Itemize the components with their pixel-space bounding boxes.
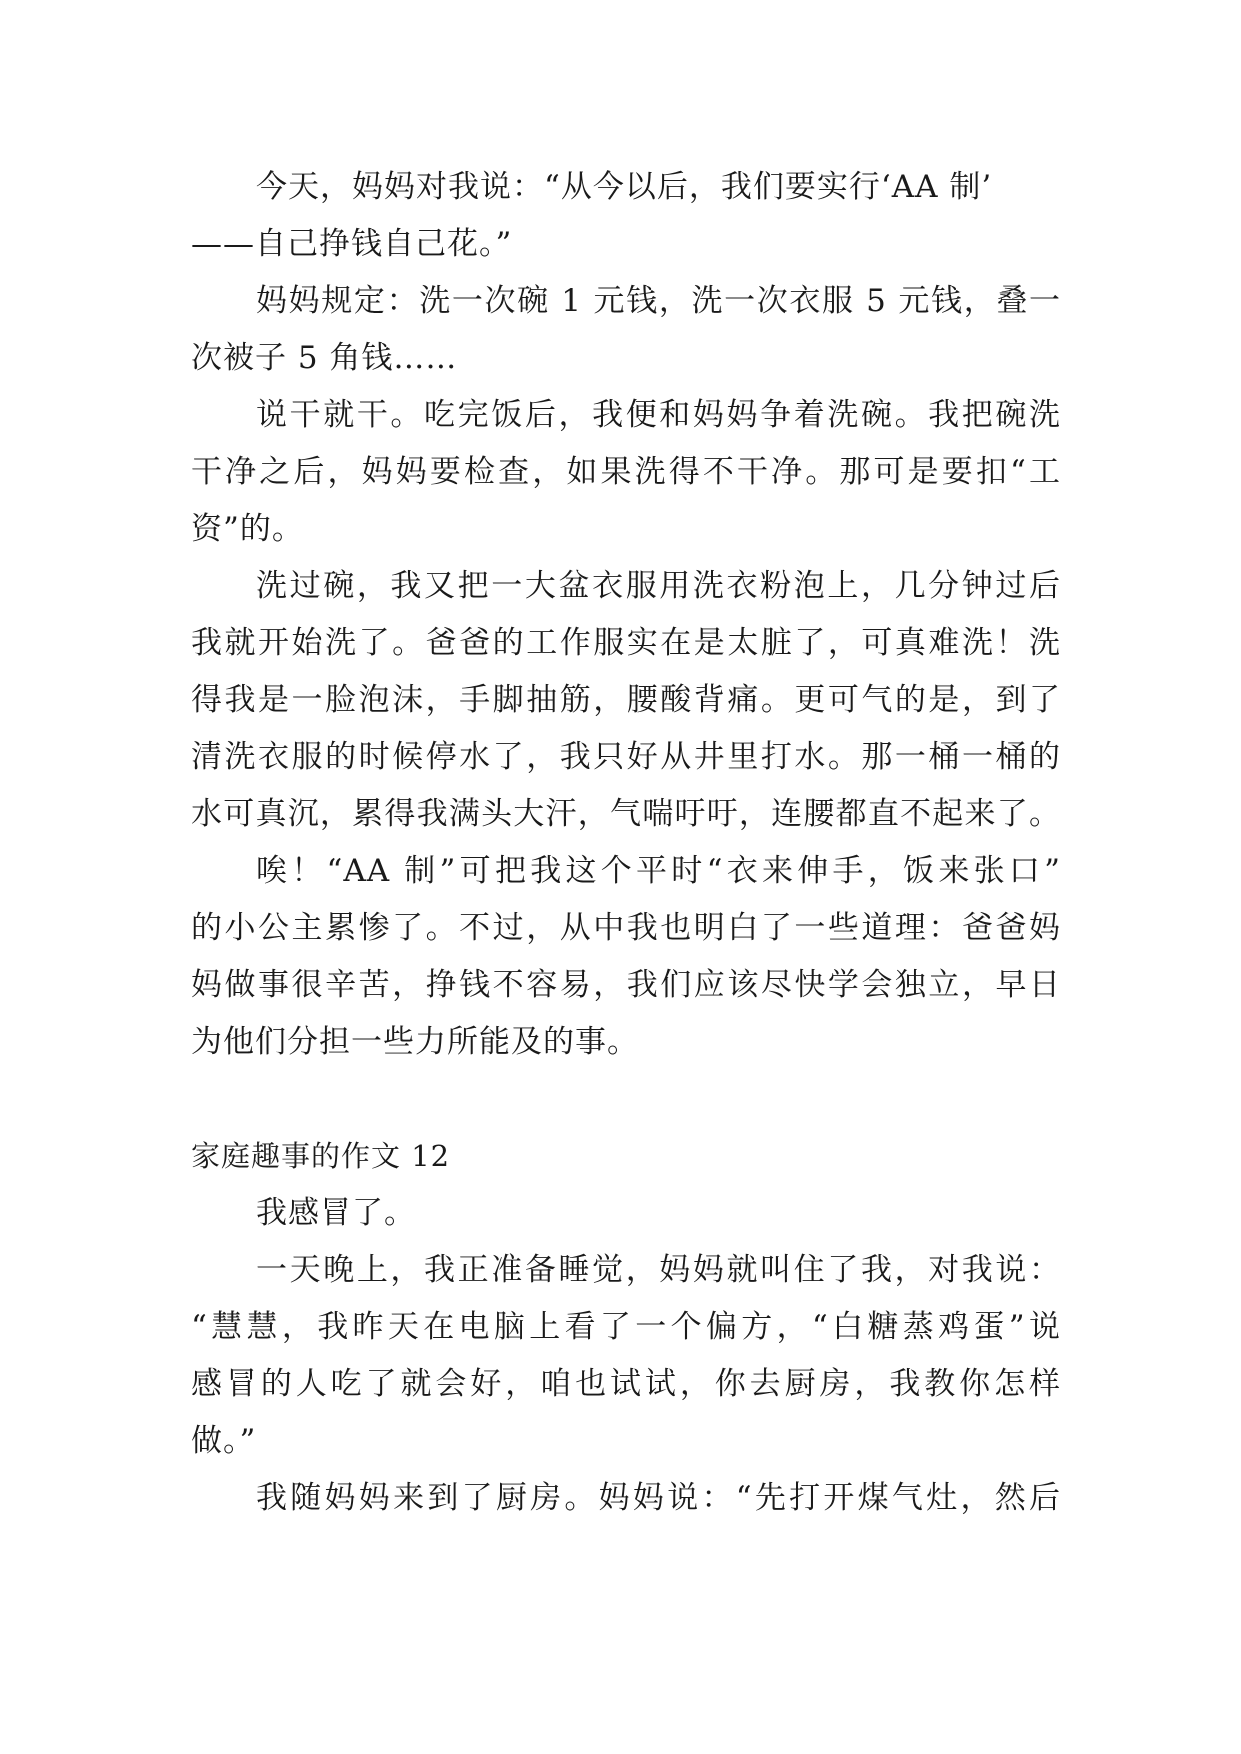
paragraph-line: 我随妈妈来到了厨房。妈妈说：“先打开煤气灶，然后 xyxy=(256,1480,1061,1516)
paragraph-line: 水可真沉，累得我满头大汗，气喘吁吁，连腰都直不起来了。 xyxy=(191,796,1061,832)
paragraph-line: 我就开始洗了。爸爸的工作服实在是太脏了，可真难洗！洗 xyxy=(191,625,1061,661)
paragraph-line: 资”的。 xyxy=(191,511,304,547)
paragraph-line: 做。” xyxy=(191,1423,257,1459)
paragraph-line: 我感冒了。 xyxy=(256,1195,416,1231)
paragraph-line: 干净之后，妈妈要检查，如果洗得不干净。那可是要扣“工 xyxy=(191,454,1061,490)
paragraph-line: “慧慧，我昨天在电脑上看了一个偏方，“白糖蒸鸡蛋”说 xyxy=(191,1309,1061,1345)
paragraph-line: 一天晚上，我正准备睡觉，妈妈就叫住了我，对我说： xyxy=(256,1252,1061,1288)
paragraph-line: ——自己挣钱自己花。” xyxy=(191,226,513,262)
paragraph-line: 今天，妈妈对我说：“从今以后，我们要实行‘AA 制’ xyxy=(256,169,993,205)
paragraph-line: 唉！“AA 制”可把我这个平时“衣来伸手，饭来张口” xyxy=(256,853,1061,889)
paragraph-line: 说干就干。吃完饭后，我便和妈妈争着洗碗。我把碗洗 xyxy=(256,397,1061,433)
paragraph-line: 的小公主累惨了。不过，从中我也明白了一些道理：爸爸妈 xyxy=(191,910,1061,946)
paragraph-line: 为他们分担一些力所能及的事。 xyxy=(191,1024,639,1060)
paragraph-line: 妈做事很辛苦，挣钱不容易，我们应该尽快学会独立，早日 xyxy=(191,967,1061,1003)
paragraph-line: 妈妈规定：洗一次碗 1 元钱，洗一次衣服 5 元钱，叠一 xyxy=(256,283,1061,319)
section-title: 家庭趣事的作文 12 xyxy=(191,1139,451,1173)
paragraph-line: 清洗衣服的时候停水了，我只好从井里打水。那一桶一桶的 xyxy=(191,739,1061,775)
paragraph-line: 次被子 5 角钱…… xyxy=(191,340,458,376)
paragraph-line: 感冒的人吃了就会好，咱也试试，你去厨房，我教你怎样 xyxy=(191,1366,1061,1402)
paragraph-line: 洗过碗，我又把一大盆衣服用洗衣粉泡上，几分钟过后 xyxy=(256,568,1061,604)
paragraph-line: 得我是一脸泡沫，手脚抽筋，腰酸背痛。更可气的是，到了 xyxy=(191,682,1061,718)
